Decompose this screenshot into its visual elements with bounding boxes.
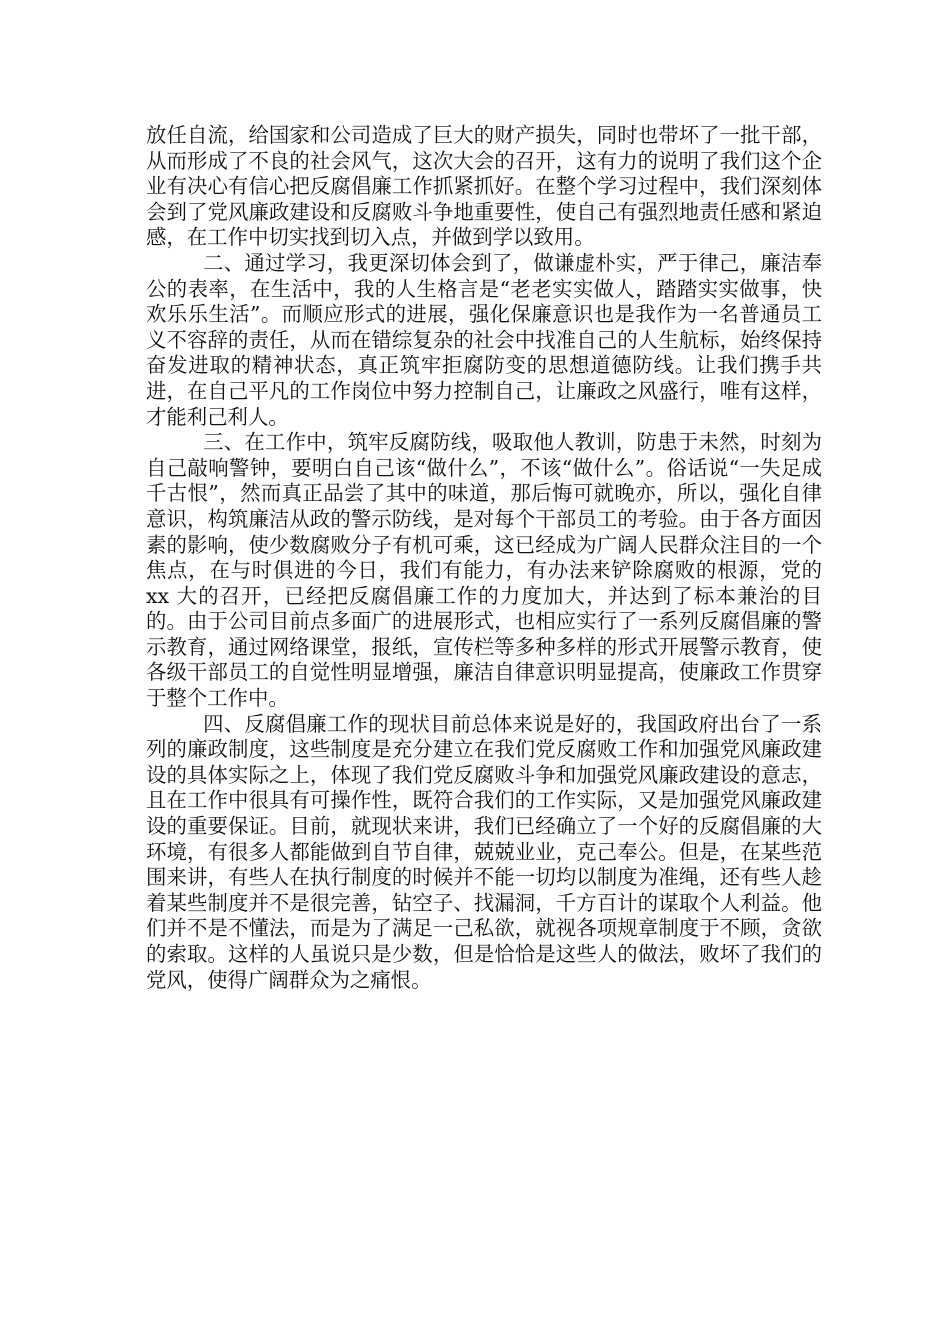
document-body bbox=[146, 123, 822, 993]
paragraph-section-three: 三、在工作中，筑牢反腐防线，吸取他人教训，防患于未然，时刻为自己敲响警钟，要明白自己该“做什么”，不该“做什么”。俗话说“一失足成千古恨”，然而真正品尝了其中的味道，那后悔可就晚亦，所以，强化自律意识，构筑廉洁从政的警示防线，是对每个干部员工的考验。由于各方面因素的影响，使少数腐败分子有机可乘，这已经成为广阔人民群众注目的一个焦点，在与时俱进的今日，我们有能力，有办法来铲除腐败的根源，党的 xx 大的召开，已经把反腐倡廉工作的力度加大，并达到了标本兼治的目的。由于公司目前点多面广的进展形式，也相应实行了一系列反腐倡廉的警示教育，通过网络课堂，报纸，宣传栏等多种多样的形式开展警示教育，使各级干部员工的自觉性明显增强，廉洁自律意识明显提高，使廉政工作贯穿于整个工作中。 bbox=[146, 430, 822, 711]
paragraph-section-two: 二、通过学习，我更深切体会到了，做谦虚朴实，严于律己，廉洁奉公的表率，在生活中，我的人生格言是“老老实实做人，踏踏实实做事，快欢乐乐生活”。而顺应形式的进展，强化保廉意识也是我作为一名普通员工义不容辞的责任，从而在错综复杂的社会中找准自己的人生航标，始终保持奋发进取的精神状态，真正筑牢拒腐防变的思想道德防线。让我们携手共进，在自己平凡的工作岗位中努力控制自己，让廉政之风盛行，唯有这样，才能利己利人。 bbox=[146, 250, 822, 429]
paragraph-section-four: 四、反腐倡廉工作的现状目前总体来说是好的，我国政府出台了一系列的廉政制度，这些制度是充分建立在我们党反腐败工作和加强党风廉政建设的具体实际之上，体现了我们党反腐败斗争和加强党风廉政建设的意志，且在工作中很具有可操作性，既符合我们的工作实际，又是加强党风廉政建设的重要保证。目前，就现状来讲，我们已经确立了一个好的反腐倡廉的大环境，有很多人都能做到自节自律，兢兢业业，克己奉公。但是，在某些范围来讲，有些人在执行制度的时候并不能一切均以制度为准绳，还有些人趁着某些制度并不是很完善，钻空子、找漏洞，千方百计的谋取个人利益。他们并不是不懂法，而是为了满足一己私欲，就视各项规章制度于不顾，贪欲的索取。这样的人虽说只是少数，但是恰恰是这些人的做法，败坏了我们的党风，使得广阔群众为之痛恨。 bbox=[146, 711, 822, 992]
paragraph-continuation: 放任自流，给国家和公司造成了巨大的财产损失，同时也带坏了一批干部，从而形成了不良的社会风气，这次大会的召开，这有力的说明了我们这个企业有决心有信心把反腐倡廉工作抓紧抓好。在整个学习过程中，我们深刻体会到了党风廉政建设和反腐败斗争地重要性，使自己有强烈地责任感和紧迫感，在工作中切实找到切入点，并做到学以致用。 bbox=[146, 123, 822, 250]
